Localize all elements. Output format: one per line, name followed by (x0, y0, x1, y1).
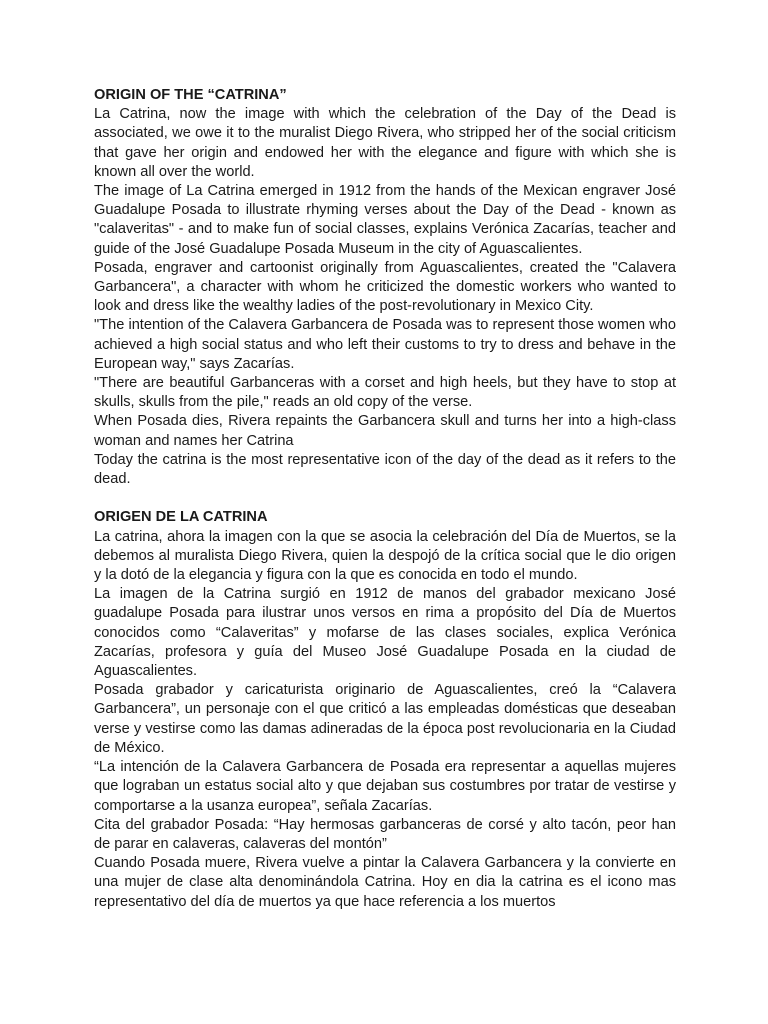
paragraph: Posada, engraver and cartoonist originally from Aguascalientes, created the "Calavera Garbancera", a character with whom he criticized the domestic workers who wanted to look and dress like the wealthy ladies of the post-revolutionary in Mexico City. (94, 259, 676, 315)
paragraph: Cita del grabador Posada: “Hay hermosas garbanceras de corsé y alto tacón, peor han de parar en calaveras, calaveras del montón” (94, 816, 676, 852)
paragraph: Cuando Posada muere, Rivera vuelve a pintar la Calavera Garbancera y la convierte en una mujer de clase alta denominándola Catrina. Hoy en dia la catrina es el icono mas representativo del día de muertos ya que hace referencia a los muertos (94, 855, 676, 910)
paragraph: La Catrina, now the image with which the celebration of the Day of the Dead is associated, we owe it to the muralist Diego Rivera, who stripped her of the social criticism that gave her origin and endowed her with the elegance and figure with which she is known all over the world. (94, 106, 676, 180)
paragraph: The image of La Catrina emerged in 1912 from the hands of the Mexican engraver José Guadalupe Posada to illustrate rhyming verses about the Day of the Dead - known as "calaveritas" - and to make fun of social classes, explains Verónica Zacarías, teacher and guide of the José Guadalupe Posada Museum in the city of Aguascalientes. (94, 183, 676, 257)
section-heading: ORIGIN OF THE “CATRINA” (94, 87, 287, 103)
section-spanish (94, 508, 676, 911)
paragraph: When Posada dies, Rivera repaints the Garbancera skull and turns her into a high-class woman and names her Catrina (94, 413, 676, 449)
section-heading: ORIGEN DE LA CATRINA (94, 509, 268, 526)
section-english (94, 86, 676, 489)
paragraph: Posada grabador y caricaturista originario de Aguascalientes, creó la “Calavera Garbancera”, un personaje con el que criticó a las empleadas domésticas que deseaban verse y vestirse como las damas adineradas de la época post revolucionaria en la Ciudad de México. (94, 682, 676, 756)
paragraph: La catrina, ahora la imagen con la que se asocia la celebración del Día de Muertos, se la debemos al muralista Diego Rivera, quien la despojó de la crítica social que le dio origen y la dotó de la elegancia y figura con la que es conocida en todo el mundo. (94, 528, 676, 584)
paragraph: “La intención de la Calavera Garbancera de Posada era representar a aquellas mujeres que lograban un estatus social alto y que dejaban sus costumbres por tratar de vestirse y comportarse a la usanza europea”, señala Zacarías. (94, 759, 676, 814)
paragraph: Today the catrina is the most representative icon of the day of the dead as it refers to the dead. (94, 451, 676, 488)
paragraph: "The intention of the Calavera Garbancera de Posada was to represent those women who achieved a high social status and who left their customs to try to dress and behave in the European way," says Zacarías. (94, 317, 676, 372)
paragraph: "There are beautiful Garbanceras with a corset and high heels, but they have to stop at skulls, skulls from the pile," reads an old copy of the verse. (94, 375, 676, 411)
paragraph: La imagen de la Catrina surgió en 1912 de manos del grabador mexicano José guadalupe Posada para ilustrar unos versos en rima a propósito del Día de Muertos conocidos como “Calaveritas” y mofarse de las clases sociales, explica Verónica Zacarías, profesora y guía del Museo José Guadalupe Posada en la ciudad de Aguascalientes. (94, 586, 676, 680)
document-page (94, 86, 676, 912)
